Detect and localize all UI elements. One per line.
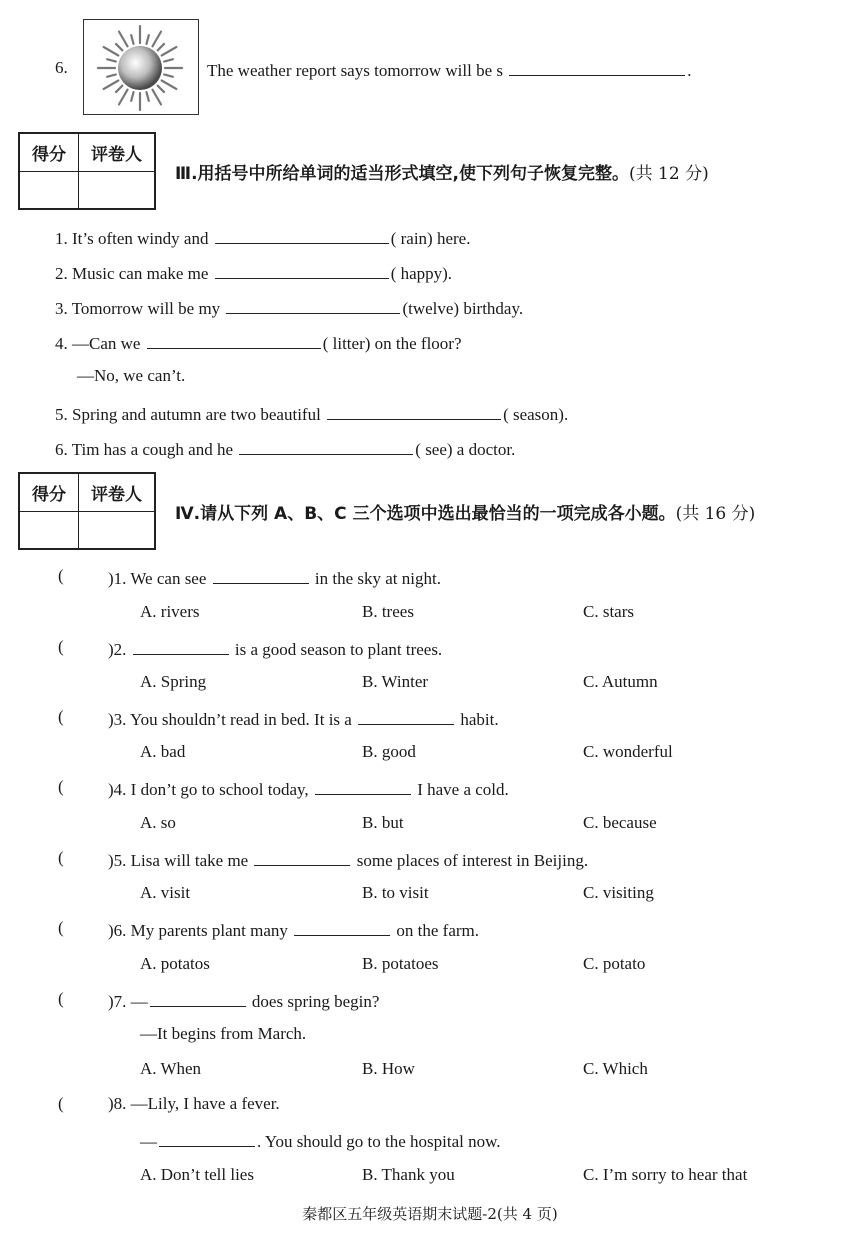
sun-ray (164, 59, 173, 61)
sun-ray (119, 90, 128, 105)
answer-blank[interactable] (215, 226, 389, 244)
question-number: )4. (108, 780, 127, 799)
weather-item-text (207, 58, 692, 81)
weather-item-before: The weather report says tomorrow will be s (207, 61, 503, 80)
score-cell[interactable] (19, 171, 79, 209)
score-table-section3 (18, 132, 156, 210)
question-text: — (130, 992, 148, 1011)
list-item (55, 437, 515, 460)
list-item (55, 296, 523, 319)
answer-blank[interactable] (215, 261, 389, 279)
sun-ray (162, 81, 177, 90)
answer-paren[interactable]: ( (58, 637, 64, 656)
question-number: )7. (108, 992, 127, 1011)
option-c[interactable]: C. stars (583, 602, 634, 621)
option-a[interactable]: A. potatos (140, 954, 210, 973)
question-text: Lisa will take me (130, 851, 249, 870)
sun-ray (131, 92, 133, 101)
question-text: You shouldn’t read in bed. It is a (130, 710, 352, 729)
question-text: I don’t go to school today, (130, 780, 309, 799)
item-text: 6. Tim has a cough and he (55, 440, 234, 459)
option-c[interactable]: C. wonderful (583, 742, 673, 761)
sun-ray (158, 44, 164, 50)
section4-points: (共 16 分) (675, 504, 756, 524)
item-text: —No, we can’t. (77, 366, 186, 385)
question-number: )8. (108, 1094, 127, 1113)
option-a[interactable]: A. so (140, 813, 176, 832)
question-reply (140, 1129, 501, 1152)
question-number: )5. (108, 851, 127, 870)
grader-cell[interactable] (79, 511, 156, 549)
option-c[interactable]: C. because (583, 813, 657, 832)
section3-numeral: Ⅲ. (175, 164, 198, 184)
question-stem (108, 918, 479, 941)
option-b[interactable]: B. potatoes (362, 954, 439, 973)
option-c[interactable]: C. Which (583, 1059, 648, 1078)
answer-blank (294, 918, 390, 936)
score-label: 得分 (19, 473, 79, 511)
section3-title (175, 159, 709, 184)
question-text: —Lily, I have a fever. (130, 1094, 280, 1113)
item-text: 4. —Can we (55, 334, 141, 353)
list-item (55, 226, 470, 249)
option-a[interactable]: A. rivers (140, 602, 200, 621)
option-c[interactable]: C. Autumn (583, 672, 658, 691)
option-b[interactable]: B. Winter (362, 672, 429, 691)
answer-blank[interactable] (226, 296, 400, 314)
option-b[interactable]: B. How (362, 1059, 415, 1078)
option-b[interactable]: B. but (362, 813, 404, 832)
answer-blank (159, 1129, 255, 1147)
item-hint: ( see) a doctor. (415, 440, 516, 459)
option-b[interactable]: B. good (362, 742, 416, 761)
sun-ray (153, 90, 162, 105)
question-text: We can see (130, 569, 207, 588)
answer-blank[interactable] (327, 402, 501, 420)
question-text: habit. (460, 710, 499, 729)
question-stem (108, 566, 441, 589)
list-item (55, 331, 462, 354)
question-number: )1. (108, 569, 127, 588)
answer-blank (150, 989, 246, 1007)
option-a[interactable]: A. When (140, 1059, 202, 1078)
sun-ray (146, 92, 148, 101)
question-text: in the sky at night. (314, 569, 441, 588)
answer-paren[interactable]: ( (58, 777, 64, 796)
sun-ray (164, 74, 173, 76)
option-b[interactable]: B. trees (362, 602, 414, 621)
page-footer: 秦都区五年级英语期末试题-2(共 4 页) (302, 1205, 558, 1223)
answer-paren[interactable]: ( (58, 707, 64, 726)
option-a[interactable]: A. bad (140, 742, 186, 761)
item-text: 2. Music can make me (55, 264, 209, 283)
question-stem (108, 637, 442, 660)
sun-ray (116, 44, 122, 50)
question-stem (108, 777, 509, 800)
sun-ray (158, 86, 164, 92)
section3-instruction: 用括号中所给单词的适当形式填空,使下列句子恢复完整。 (197, 164, 629, 184)
question-text: does spring begin? (251, 992, 380, 1011)
answer-paren[interactable]: ( (58, 1094, 64, 1113)
section4-instruction: 请从下列 A、B、C 三个选项中选出最恰当的一项完成各小题。 (200, 504, 676, 524)
question-stem (108, 848, 588, 871)
question-text: is a good season to plant trees. (234, 640, 443, 659)
sun-icon (84, 20, 197, 113)
answer-blank (315, 777, 411, 795)
sun-ray (104, 47, 119, 56)
item-text: 1. It’s often windy and (55, 229, 209, 248)
answer-blank[interactable] (147, 331, 321, 349)
weather-item-number: 6. (55, 58, 68, 77)
sun-ray (153, 32, 162, 47)
answer-blank[interactable] (509, 58, 685, 76)
question-reply: —It begins from March. (140, 1024, 307, 1043)
option-a[interactable]: A. Don’t tell lies (140, 1165, 254, 1184)
section3-points: (共 12 分) (629, 164, 709, 184)
question-text: I have a cold. (417, 780, 509, 799)
question-text: . You should go to the hospital now. (257, 1132, 501, 1151)
option-b[interactable]: B. Thank you (362, 1165, 455, 1184)
question-number: )2. (108, 640, 127, 659)
question-stem (108, 989, 379, 1012)
answer-blank (133, 637, 229, 655)
grader-label: 评卷人 (79, 473, 156, 511)
question-number: )6. (108, 921, 127, 940)
answer-blank[interactable] (239, 437, 413, 455)
item-hint: ( happy). (390, 264, 453, 283)
question-stem (108, 1094, 280, 1114)
sun-ray (146, 35, 148, 44)
item-hint: ( rain) here. (390, 229, 471, 248)
answer-paren[interactable]: ( (58, 989, 64, 1008)
option-c[interactable]: C. visiting (583, 883, 654, 902)
item-text: 3. Tomorrow will be my (55, 299, 221, 318)
option-c[interactable]: C. I’m sorry to hear that (583, 1165, 748, 1184)
answer-blank (358, 707, 454, 725)
score-label: 得分 (19, 133, 79, 171)
grader-cell[interactable] (79, 171, 156, 209)
question-text: My parents plant many (130, 921, 288, 940)
answer-blank (213, 566, 309, 584)
question-stem (108, 707, 499, 730)
list-item (55, 402, 568, 425)
item-hint: ( season). (503, 405, 569, 424)
option-b[interactable]: B. to visit (362, 883, 429, 902)
sun-ray (116, 86, 122, 92)
question-text: on the farm. (396, 921, 479, 940)
sun-ray (107, 59, 116, 61)
weather-item-after: . (687, 61, 692, 80)
item-hint: (twelve) birthday. (402, 299, 524, 318)
section4-numeral: Ⅳ. (175, 504, 201, 524)
sun-ray (107, 74, 116, 76)
sun-ray (104, 81, 119, 90)
option-a[interactable]: A. Spring (140, 672, 207, 691)
list-item (77, 366, 185, 386)
answer-paren[interactable]: ( (58, 566, 64, 585)
item-hint: ( litter) on the floor? (322, 334, 462, 353)
question-text: some places of interest in Beijing. (356, 851, 589, 870)
sun-ray (131, 35, 133, 44)
score-table-section4 (18, 472, 156, 550)
sun-image-box (83, 19, 199, 115)
answer-paren[interactable]: ( (58, 918, 64, 937)
section4-title (175, 499, 755, 524)
answer-blank (254, 848, 350, 866)
option-c[interactable]: C. potato (583, 954, 646, 973)
score-cell[interactable] (19, 511, 79, 549)
item-text: 5. Spring and autumn are two beautiful (55, 405, 321, 424)
grader-label: 评卷人 (79, 133, 156, 171)
list-item (55, 261, 452, 284)
sun-ray (119, 32, 128, 47)
option-a[interactable]: A. visit (140, 883, 191, 902)
question-number: )3. (108, 710, 127, 729)
answer-paren[interactable]: ( (58, 848, 64, 867)
sun-ray (162, 47, 177, 56)
question-text: — (140, 1132, 157, 1151)
